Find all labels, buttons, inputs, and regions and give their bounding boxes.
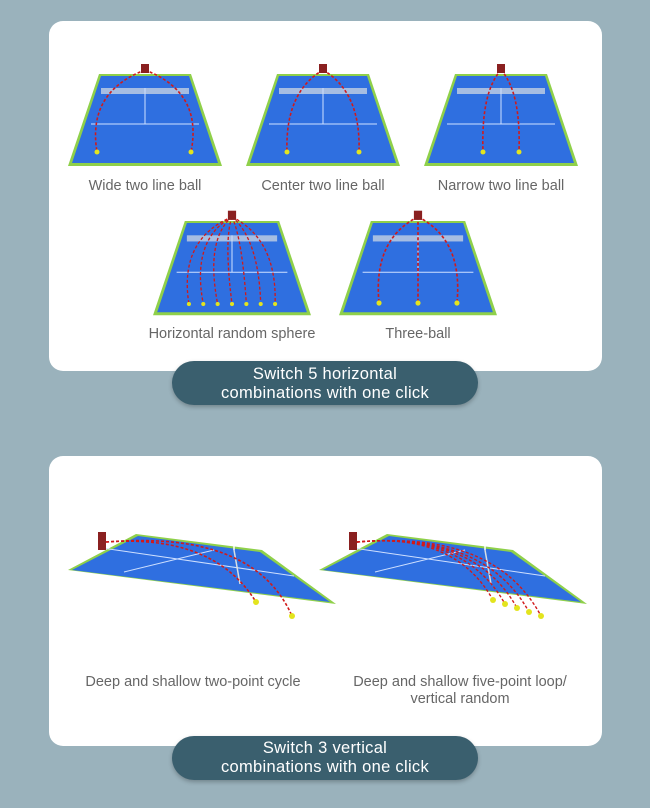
caption-center-two-line: Center two line ball — [261, 178, 385, 194]
court-two-point-cycle — [64, 524, 338, 626]
ball-machine-icon — [228, 211, 236, 220]
banner-line-2: combinations with one click — [220, 758, 430, 776]
ball-icon — [95, 150, 100, 155]
ball-machine-icon — [349, 532, 357, 550]
caption-five-point-loop — [330, 674, 590, 708]
caption-wide-two-line: Wide two line ball — [88, 178, 202, 194]
caption-line-2: vertical random — [410, 691, 510, 707]
court-wide-two-line — [67, 62, 223, 168]
caption-three-ball: Three-ball — [385, 326, 451, 342]
court-narrow-two-line — [423, 62, 579, 168]
banner-line-2: combinations with one click — [220, 384, 430, 402]
caption-line-1: Deep and shallow five-point loop/ — [353, 674, 567, 690]
ball-icon — [285, 150, 290, 155]
court-horizontal-random — [152, 208, 312, 318]
caption-two-point-cycle: Deep and shallow two-point cycle — [85, 674, 301, 690]
ball-icon — [517, 150, 522, 155]
caption-narrow-two-line: Narrow two line ball — [437, 178, 565, 194]
ball-icon — [376, 300, 381, 305]
ball-machine-icon — [497, 64, 505, 73]
ball-icon — [289, 613, 295, 619]
court-five-point-loop — [315, 524, 589, 626]
ball-icon — [189, 150, 194, 155]
ball-machine-icon — [319, 64, 327, 73]
court-center-two-line — [245, 62, 401, 168]
ball-icon — [253, 599, 259, 605]
banner-line-1: Switch 3 vertical — [262, 739, 388, 757]
ball-icon — [415, 300, 420, 305]
ball-machine-icon — [141, 64, 149, 73]
caption-horizontal-random: Horizontal random sphere — [148, 326, 316, 342]
ball-icon — [481, 150, 486, 155]
vertical-switch-banner — [172, 736, 478, 780]
ball-icon — [454, 300, 459, 305]
ball-machine-icon — [414, 211, 422, 220]
court-three-ball — [338, 208, 498, 318]
ball-machine-icon — [98, 532, 106, 550]
ball-icon — [357, 150, 362, 155]
banner-line-1: Switch 5 horizontal — [252, 365, 398, 383]
horizontal-switch-banner — [172, 361, 478, 405]
